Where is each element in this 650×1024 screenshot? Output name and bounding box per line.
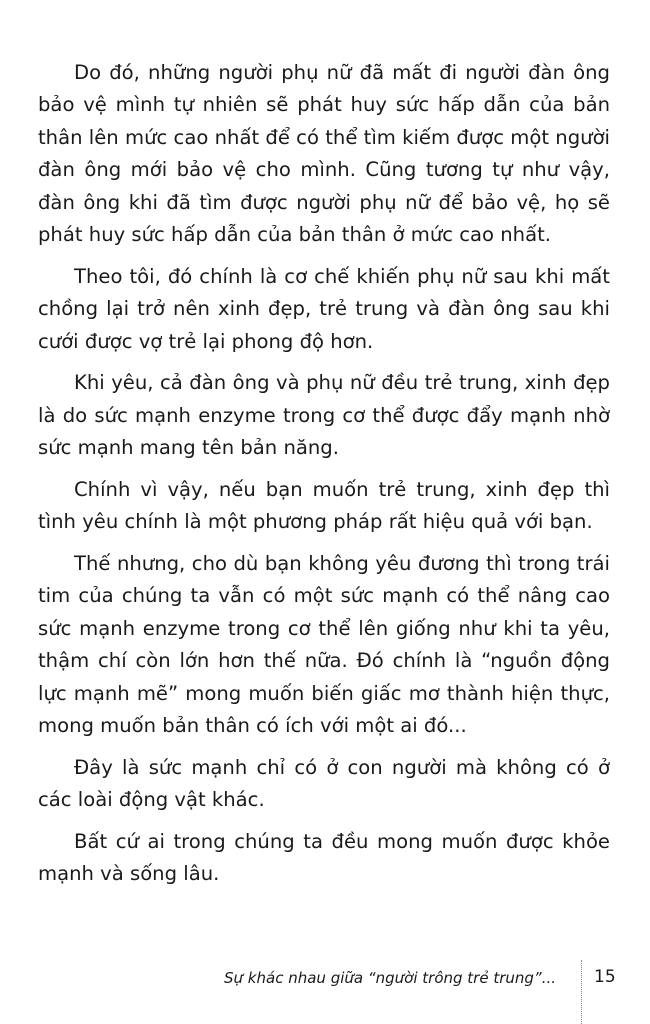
paragraph: Thế nhưng, cho dù bạn không yêu đương thì trong trái tim của chúng ta vẫn có một sức mạnh có thể nâng cao sức mạnh enzyme trong cơ thể lên giống như khi ta yêu, thậm chí còn lớn hơn thế nữa. Đó chính là “nguồn động lực mạnh mẽ” mong muốn biến giấc mơ thành hiện thực, mong muốn bản thân có ích với một ai đó... [38,551,610,737]
footer-divider [581,960,582,1024]
body-text [38,57,610,900]
paragraph: Do đó, những người phụ nữ đã mất đi người đàn ông bảo vệ mình tự nhiên sẽ phát huy sức hấp dẫn của bản thân lên mức cao nhất để có thể tìm kiếm được một người đàn ông mới bảo vệ cho mình. Cũng tương tự như vậy, đàn ông khi đã tìm được người phụ nữ để bảo vệ, họ sẽ phát huy sức hấp dẫn của bản thân ở mức cao nhất. [38,61,610,247]
paragraph: Đây là sức mạnh chỉ có ở con người mà không có ở các loài động vật khác. [38,755,610,812]
paragraph: Chính vì vậy, nếu bạn muốn trẻ trung, xinh đẹp thì tình yêu chính là một phương pháp rất hiệu quả với bạn. [38,477,610,534]
page-number: 15 [594,967,616,987]
paragraph: Theo tôi, đó chính là cơ chế khiến phụ nữ sau khi mất chồng lại trở nên xinh đẹp, trẻ trung và đàn ông sau khi cưới được vợ trẻ lại phong độ hơn. [38,264,610,353]
paragraph: Khi yêu, cả đàn ông và phụ nữ đều trẻ trung, xinh đẹp là do sức mạnh enzyme trong cơ thể được đẩy mạnh nhờ sức mạnh mang tên bản năng. [38,371,610,460]
running-title: Sự khác nhau giữa “người trông trẻ trung”... [224,969,556,987]
paragraph: Bất cứ ai trong chúng ta đều mong muốn được khỏe mạnh và sống lâu. [38,829,610,886]
page-footer [0,960,650,1024]
